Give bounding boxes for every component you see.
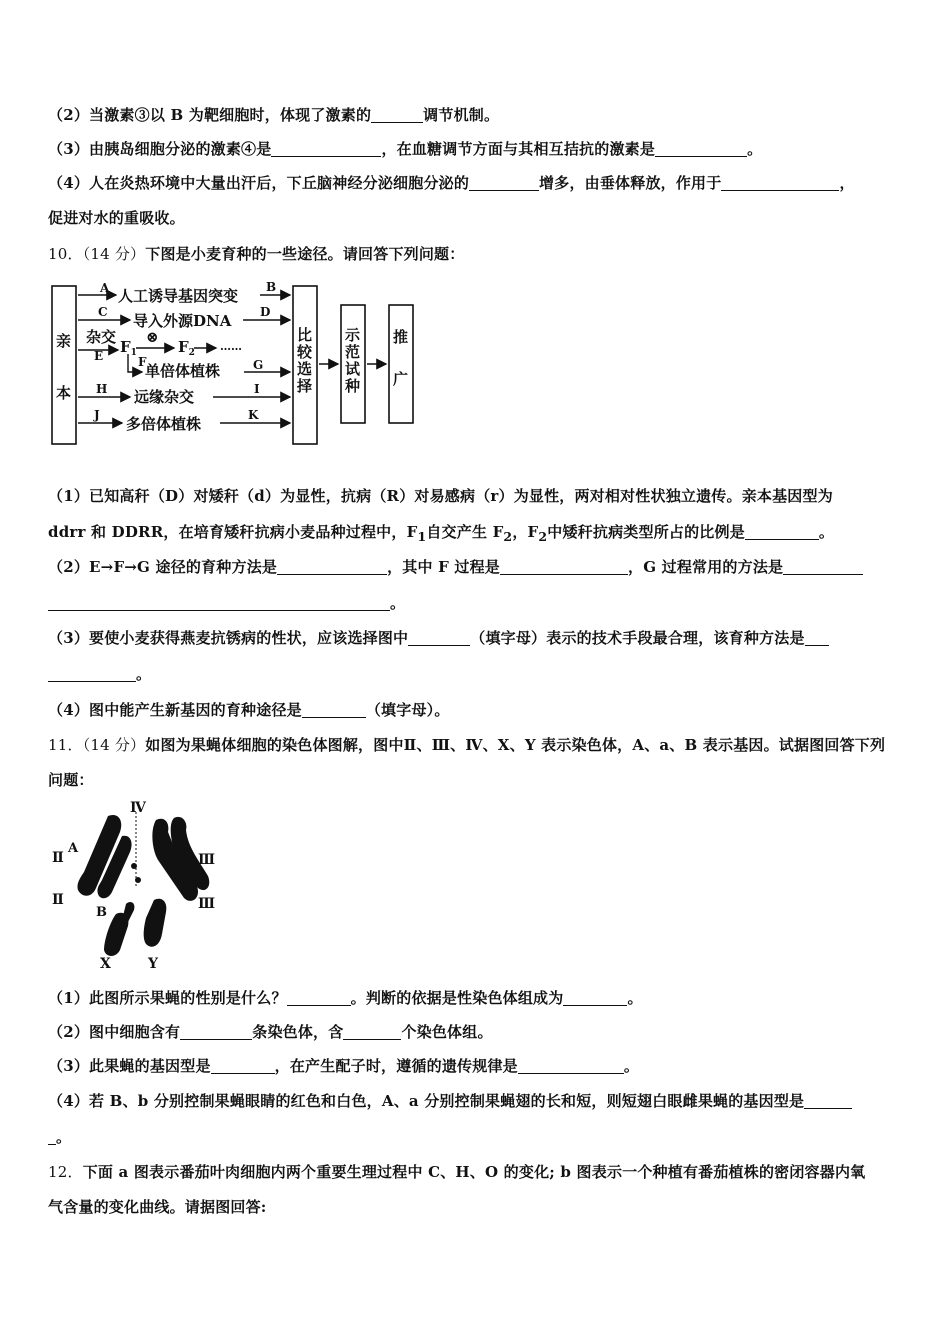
letter-i: I	[254, 382, 260, 396]
answer-blank[interactable]	[563, 991, 627, 1006]
f1-label: $F_1$	[120, 338, 137, 358]
letter-j: J	[94, 408, 100, 422]
chromosome-x	[122, 902, 134, 924]
selfing-symbol: ⊗	[146, 328, 159, 346]
label-x: X	[100, 956, 111, 972]
svg-text:示: 示	[345, 326, 361, 344]
q11-part3: （3）此果蝇的基因型是 ，在产生配子时，遵循的遗传规律是 。	[48, 1057, 640, 1075]
svg-text:较: 较	[297, 343, 313, 361]
promote-box	[389, 305, 413, 423]
q10-part1-cont: ddrr 和 DDRR，在培育矮秆抗病小麦品种过程中，$F_1$自交产生 $F_2$，$F_2$中矮秆抗病类型所占的比例是 。	[48, 523, 835, 544]
letter-a: A	[100, 281, 110, 295]
answer-blank[interactable]	[48, 1130, 56, 1145]
letter-c: C	[98, 305, 108, 319]
gene-a-upper: A	[68, 841, 79, 856]
label-y: Y	[148, 956, 158, 972]
q9-part2: （2）当激素③以 B 为靶细胞时，体现了激素的 调节机制。	[48, 106, 500, 124]
q11-part2: （2）图中细胞含有 条染色体，含 个染色体组。	[48, 1023, 493, 1041]
answer-blank[interactable]	[408, 631, 470, 646]
answer-blank[interactable]	[48, 667, 136, 682]
f2-label: $F_2$	[178, 338, 195, 358]
q11-stem: 11．（14 分）如图为果蝇体细胞的染色体图解，图中Ⅱ、Ⅲ、Ⅳ、X、Y 表示染色体，A、a、B 表示基因。试据图回答下列	[48, 736, 886, 754]
answer-blank[interactable]	[343, 1025, 401, 1040]
letter-k: K	[248, 408, 259, 422]
q12-stem: 12．下面 a 图表示番茄叶肉细胞内两个重要生理过程中 C、H、O 的变化; b 图表示一个种植有番茄植株的密闭容器内氧	[48, 1163, 866, 1181]
svg-text:范: 范	[345, 343, 361, 361]
answer-blank[interactable]	[655, 142, 747, 157]
q12-stem-cont: 气含量的变化曲线。请据图回答:	[48, 1198, 267, 1216]
answer-blank[interactable]	[721, 176, 839, 191]
ellipsis: ……	[220, 340, 242, 353]
fruit-fly-chromosome-diagram	[48, 800, 220, 972]
q10-part3-cont: 。	[48, 663, 151, 684]
answer-blank[interactable]	[302, 703, 366, 718]
breeding-pathways-diagram	[48, 280, 428, 448]
answer-blank[interactable]	[518, 1059, 624, 1074]
parent-box	[52, 286, 76, 444]
answer-blank[interactable]	[805, 631, 829, 646]
route-mutation: 人工诱导基因突变	[118, 287, 239, 305]
route-haploid: 单倍体植株	[145, 362, 221, 380]
q10-part1: （1）已知高秆（D）对矮秆（d）为显性，抗病（R）对易感病（r）为显性，两对相对性状独立遗传。亲本基因型为	[48, 487, 833, 505]
answer-blank[interactable]	[277, 560, 387, 575]
answer-blank[interactable]	[48, 596, 390, 611]
route-transgenic: 导入外源DNA	[133, 312, 232, 330]
q10-stem: 10．（14 分）下图是小麦育种的一些途径。请回答下列问题：	[48, 245, 465, 263]
svg-text:试: 试	[345, 360, 361, 378]
svg-text:推: 推	[393, 328, 409, 346]
letter-h: H	[96, 382, 108, 396]
gene-a-lower: a	[106, 875, 115, 890]
answer-blank[interactable]	[287, 991, 351, 1006]
answer-blank[interactable]	[211, 1059, 275, 1074]
chromosome-y	[144, 899, 167, 947]
letter-d: D	[260, 305, 271, 319]
answer-blank[interactable]	[804, 1094, 852, 1109]
parent-label: 本	[56, 384, 72, 402]
parent-label: 亲	[56, 332, 72, 350]
letter-e: E	[94, 349, 104, 363]
q10-part2-cont: 。	[48, 592, 405, 613]
route-cross: 杂交	[86, 328, 117, 346]
answer-blank[interactable]	[500, 560, 628, 575]
letter-g: G	[253, 358, 264, 372]
route-polyploid: 多倍体植株	[126, 415, 202, 433]
answer-blank[interactable]	[469, 176, 539, 191]
letter-b: B	[266, 280, 277, 294]
gene-b: B	[96, 905, 107, 920]
answer-blank[interactable]	[783, 560, 863, 575]
q9-part3: （3）由胰岛细胞分泌的激素④是 ，在血糖调节方面与其相互拮抗的激素是 。	[48, 140, 763, 158]
label-iii-bottom: Ⅲ	[198, 896, 216, 912]
q11-part4: （4）若 B、b 分别控制果蝇眼睛的红色和白色，A、a 分别控制果蝇翅的长和短，则短翅白眼雌果蝇的基因型是	[48, 1090, 852, 1111]
answer-blank[interactable]	[271, 142, 381, 157]
svg-text:广: 广	[393, 370, 409, 388]
label-iv: Ⅳ	[130, 800, 146, 816]
svg-text:种: 种	[345, 377, 361, 395]
q9-part4: （4）人在炎热环境中大量出汗后，下丘脑神经分泌细胞分泌的 增多，由垂体释放，作用于 ，	[48, 174, 855, 192]
q10-part3: （3）要使小麦获得燕麦抗锈病的性状，应该选择图中 （填字母）表示的技术手段最合理，该育种方法是	[48, 627, 829, 648]
q11-part1: （1）此图所示果蝇的性别是什么？ 。判断的依据是性染色体组成为 。	[48, 989, 643, 1007]
label-ii-top: Ⅱ	[52, 850, 64, 866]
svg-text:选: 选	[297, 360, 313, 378]
route-distant-cross: 远缘杂交	[134, 388, 195, 406]
answer-blank[interactable]	[180, 1025, 252, 1040]
letter-f: F	[138, 355, 147, 369]
label-iii-top: Ⅲ	[198, 852, 216, 868]
answer-blank[interactable]	[745, 525, 819, 540]
label-ii-bottom: Ⅱ	[52, 892, 64, 908]
q10-part4: （4）图中能产生新基因的育种途径是 （填字母）。	[48, 701, 450, 719]
q11-part4-cont: 。	[48, 1126, 71, 1147]
q11-stem-cont: 问题：	[48, 771, 94, 789]
svg-text:择: 择	[297, 377, 313, 395]
answer-blank[interactable]	[371, 108, 423, 123]
q9-part4-cont: 促进对水的重吸收。	[48, 209, 185, 227]
q10-part2: （2）E→F→G 途径的育种方法是 ，其中 F 过程是 ，G 过程常用的方法是	[48, 556, 863, 577]
svg-text:比: 比	[297, 326, 313, 344]
